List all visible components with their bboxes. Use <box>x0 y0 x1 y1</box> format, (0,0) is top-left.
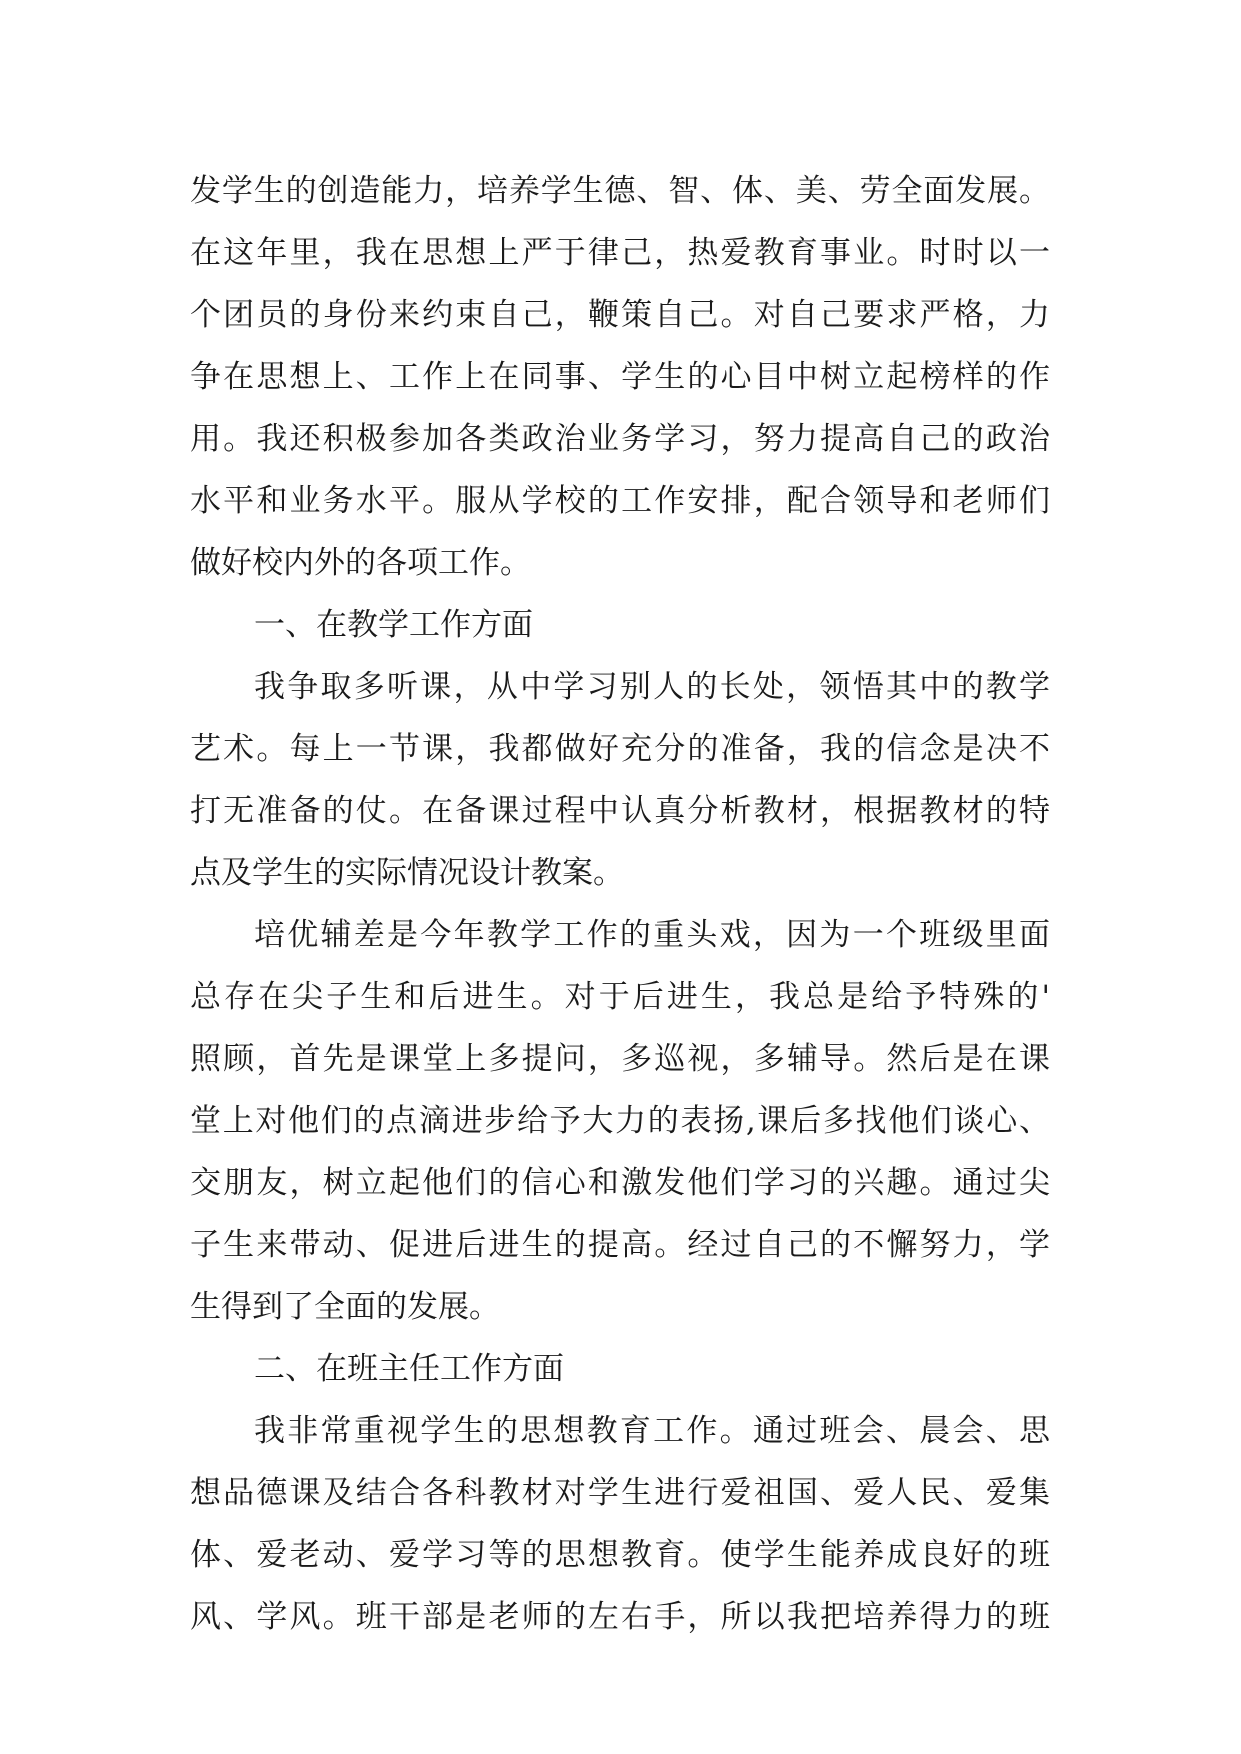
text-line: 在这年里，我在思想上严于律己，热爱教育事业。时时以一 <box>190 235 1050 271</box>
text-line: 我非常重视学生的思想教育工作。通过班会、晨会、思 <box>254 1413 1050 1449</box>
text-line: 照顾，首先是课堂上多提问，多巡视，多辅导。然后是在课 <box>190 1041 1050 1077</box>
text-line: 打无准备的仗。在备课过程中认真分析教材，根据教材的特 <box>190 793 1050 829</box>
text-line: 发学生的创造能力，培养学生德、智、体、美、劳全面发展。 <box>190 173 1050 209</box>
section-heading: 二、在班主任工作方面 <box>254 1351 564 1387</box>
text-line: 争在思想上、工作上在同事、学生的心目中树立起榜样的作 <box>190 359 1050 395</box>
text-line: 风、学风。班干部是老师的左右手，所以我把培养得力的班 <box>190 1599 1050 1635</box>
text-line: 想品德课及结合各科教材对学生进行爱祖国、爱人民、爱集 <box>190 1475 1050 1511</box>
document-body <box>190 160 1050 1648</box>
text-line: 做好校内外的各项工作。 <box>190 545 531 581</box>
text-line: 堂上对他们的点滴进步给予大力的表扬,课后多找他们谈心、 <box>190 1103 1050 1139</box>
section-heading: 一、在教学工作方面 <box>254 607 533 643</box>
text-line: 体、爱老动、爱学习等的思想教育。使学生能养成良好的班 <box>190 1537 1050 1573</box>
text-line: 我争取多听课，从中学习别人的长处，领悟其中的教学 <box>254 669 1050 705</box>
text-line: 水平和业务水平。服从学校的工作安排，配合领导和老师们 <box>190 483 1050 519</box>
text-line: 点及学生的实际情况设计教案。 <box>190 855 624 891</box>
text-line: 培优辅差是今年教学工作的重头戏，因为一个班级里面 <box>254 917 1050 953</box>
text-line: 用。我还积极参加各类政治业务学习，努力提高自己的政治 <box>190 421 1050 457</box>
text-line: 生得到了全面的发展。 <box>190 1289 500 1325</box>
text-line: 总存在尖子生和后进生。对于后进生，我总是给予特殊的' <box>190 979 1050 1015</box>
text-line: 个团员的身份来约束自己，鞭策自己。对自己要求严格，力 <box>190 297 1050 333</box>
text-line: 艺术。每上一节课，我都做好充分的准备，我的信念是决不 <box>190 731 1050 767</box>
text-line: 交朋友，树立起他们的信心和激发他们学习的兴趣。通过尖 <box>190 1165 1050 1201</box>
text-line: 子生来带动、促进后进生的提高。经过自己的不懈努力，学 <box>190 1227 1050 1263</box>
